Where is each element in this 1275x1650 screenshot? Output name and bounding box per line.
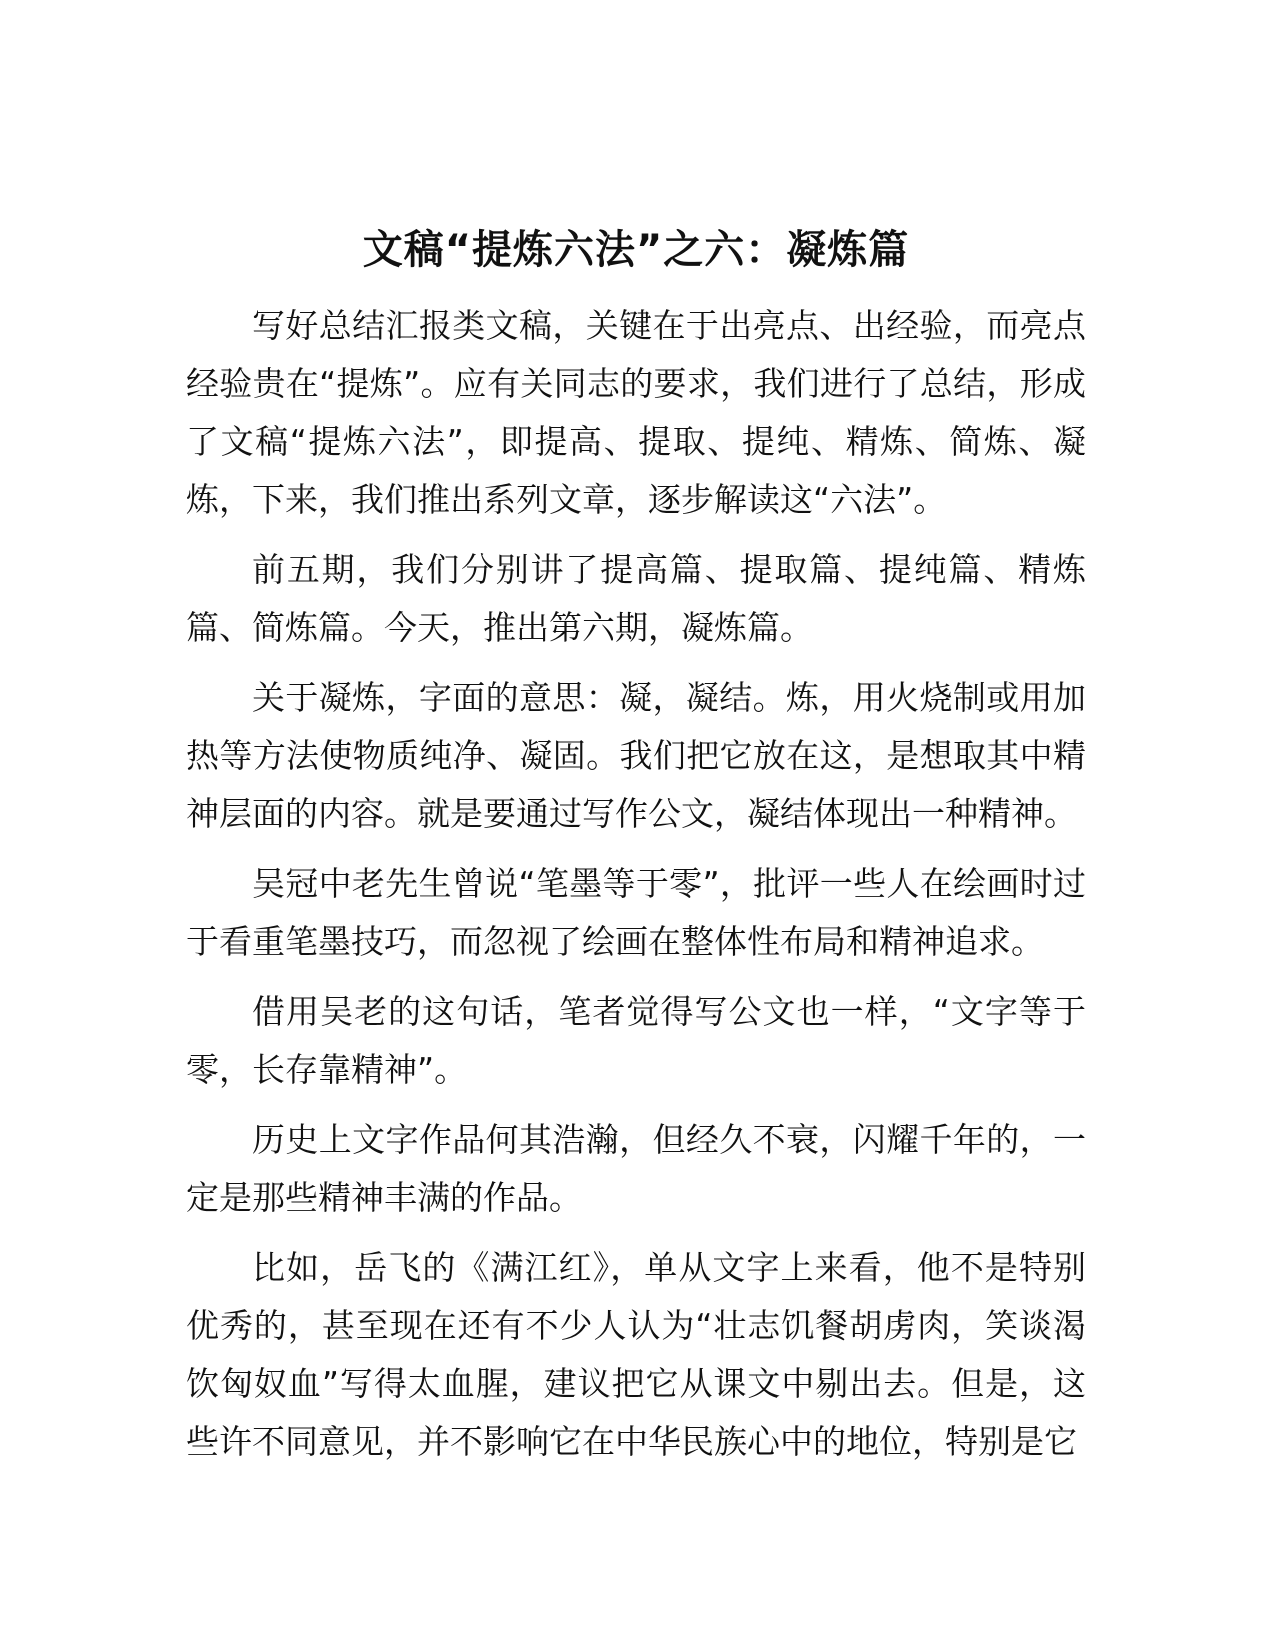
paragraph-1: 写好总结汇报类文稿，关键在于出亮点、出经验，而亮点经验贵在“提炼”。应有关同志的要求，我们进行了总结，形成了文稿“提炼六法”，即提高、提取、提纯、精炼、简炼、凝炼，下来，我们推出系列文章，逐步解读这“六法”。 bbox=[186, 306, 1086, 519]
paragraph-3: 关于凝炼，字面的意思：凝，凝结。炼，用火烧制或用加热等方法使物质纯净、凝固。我们把它放在这，是想取其中精神层面的内容。就是要通过写作公文，凝结体现出一种精神。 bbox=[186, 678, 1086, 833]
paragraph-5: 借用吴老的这句话，笔者觉得写公文也一样，“文字等于零，长存靠精神”。 bbox=[186, 992, 1086, 1089]
paragraph-6: 历史上文字作品何其浩瀚，但经久不衰，闪耀千年的，一定是那些精神丰满的作品。 bbox=[186, 1120, 1086, 1217]
document-title: 文稿“提炼六法”之六：凝炼篇 bbox=[362, 227, 910, 273]
paragraph-7: 比如，岳飞的《满江红》，单从文字上来看，他不是特别优秀的，甚至现在还有不少人认为“壮志饥餐胡虏肉，笑谈渴饮匈奴血”写得太血腥，建议把它从课文中剔出去。但是，这些许不同意见，并不影响它在中华民族心中的地位，特别是它 bbox=[186, 1248, 1086, 1461]
document-body bbox=[186, 297, 1086, 1483]
paragraph-4: 吴冠中老先生曾说“笔墨等于零”，批评一些人在绘画时过于看重笔墨技巧，而忽视了绘画在整体性布局和精神追求。 bbox=[186, 864, 1086, 961]
paragraph-2: 前五期，我们分别讲了提高篇、提取篇、提纯篇、精炼篇、简炼篇。今天，推出第六期，凝炼篇。 bbox=[186, 550, 1086, 647]
